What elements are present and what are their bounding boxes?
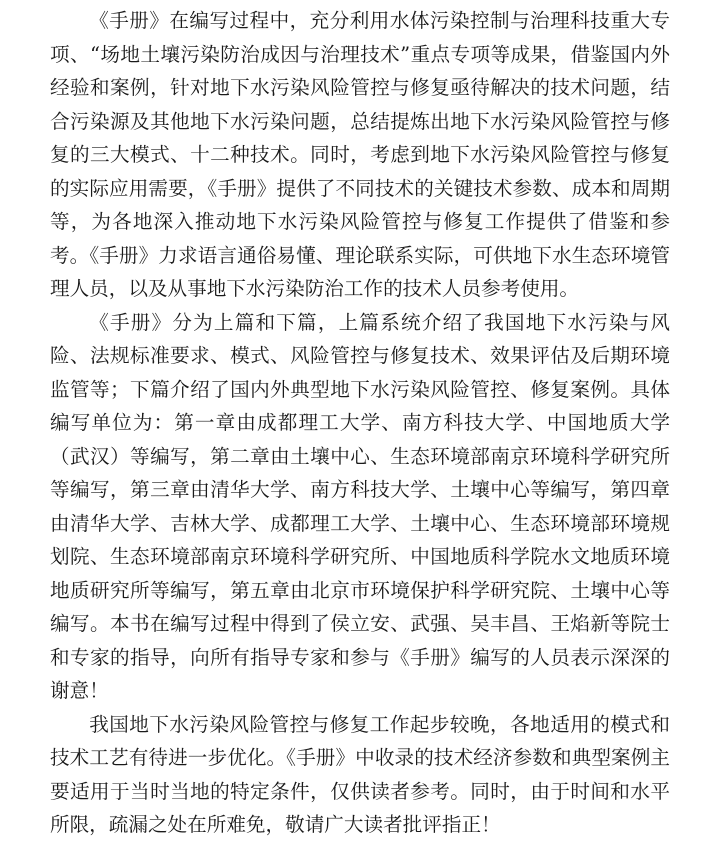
paragraph-structure-and-authors: 《手册》分为上篇和下篇，上篇系统介绍了我国地下水污染与风险、法规标准要求、模式、风险管控与修复技术、效果评估及后期环境监管等；下篇介绍了国内外典型地下水污染风险管控、修复案例。具体编写单位为：第一章由成都理工大学、南方科技大学、中国地质大学（武汉）等编写，第二章由土壤中心、生态环境部南京环境科学研究所等编写，第三章由清华大学、南方科技大学、土壤中心等编写，第四章由清华大学、吉林大学、成都理工大学、土壤中心、生态环境部环境规划院、生态环境部南京环境科学研究所、中国地质科学院水文地质环境地质研究所等编写，第五章由北京市环境保护科学研究院、土壤中心等编写。本书在编写过程中得到了侯立安、武强、吴丰昌、王焰新等院士和专家的指导，向所有指导专家和参与《手册》编写的人员表示深深的谢意！ [50,310,670,702]
paragraph-limitations-note: 我国地下水污染风险管控与修复工作起步较晚，各地适用的模式和技术工艺有待进一步优化。《手册》中收录的技术经济参数和典型案例主要适用于当时当地的特定条件，仅供读者参考。同时，由于时间和水平所限，疏漏之处在所难免，敬请广大读者批评指正！ [50,712,670,836]
document-page [50,4,670,842]
paragraph-compilation-overview: 《手册》在编写过程中，充分利用水体污染控制与治理科技重大专项、“场地土壤污染防治成因与治理技术”重点专项等成果，借鉴国内外经验和案例，针对地下水污染风险管控与修复亟待解决的技术问题，结合污染源及其他地下水污染问题，总结提炼出地下水污染风险管控与修复的三大模式、十二种技术。同时，考虑到地下水污染风险管控与修复的实际应用需要，《手册》提供了不同技术的关键技术参数、成本和周期等，为各地深入推动地下水污染风险管控与修复工作提供了借鉴和参考。《手册》力求语言通俗易懂、理论联系实际，可供地下水生态环境管理人员，以及从事地下水污染防治工作的技术人员参考使用。 [50,9,670,300]
